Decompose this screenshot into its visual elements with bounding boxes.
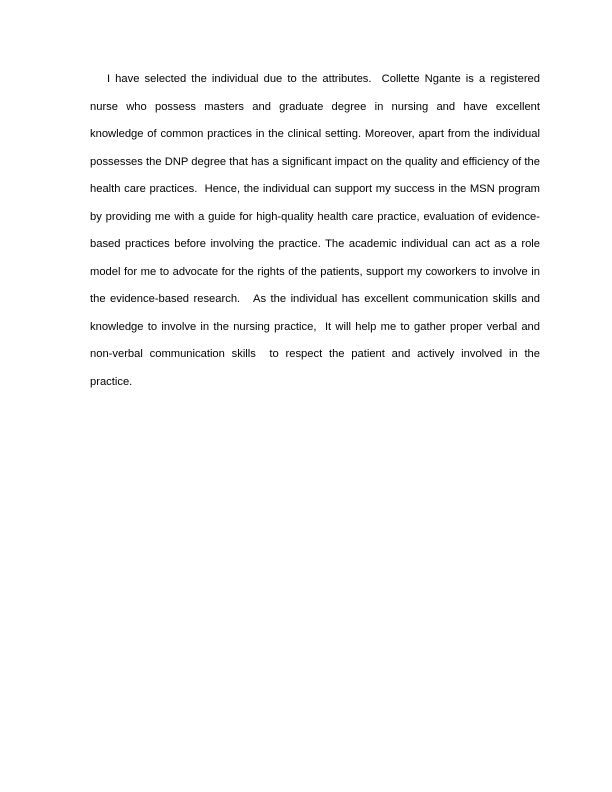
body-paragraph: I have selected the individual due to the attributes. Collette Ngante is a registered nurse who possess masters and graduate degree in nursing and have excellent knowledge of common practices in the clinical setting. Moreover, apart from the individual possesses the DNP degree that has a significant impact on the quality and efficiency of the health care practices. Hence, the individual can support my success in the MSN program by providing me with a guide for high-quality health care practice, evaluation of evidence-based practices before involving the practice. The academic individual can act as a role model for me to advocate for the rights of the patients, support my coworkers to involve in the evidence-based research. As the individual has excellent communication skills and knowledge to involve in the nursing practice, It will help me to gather proper verbal and non-verbal communication skills to respect the patient and actively involved in the practice. <box>90 73 544 388</box>
